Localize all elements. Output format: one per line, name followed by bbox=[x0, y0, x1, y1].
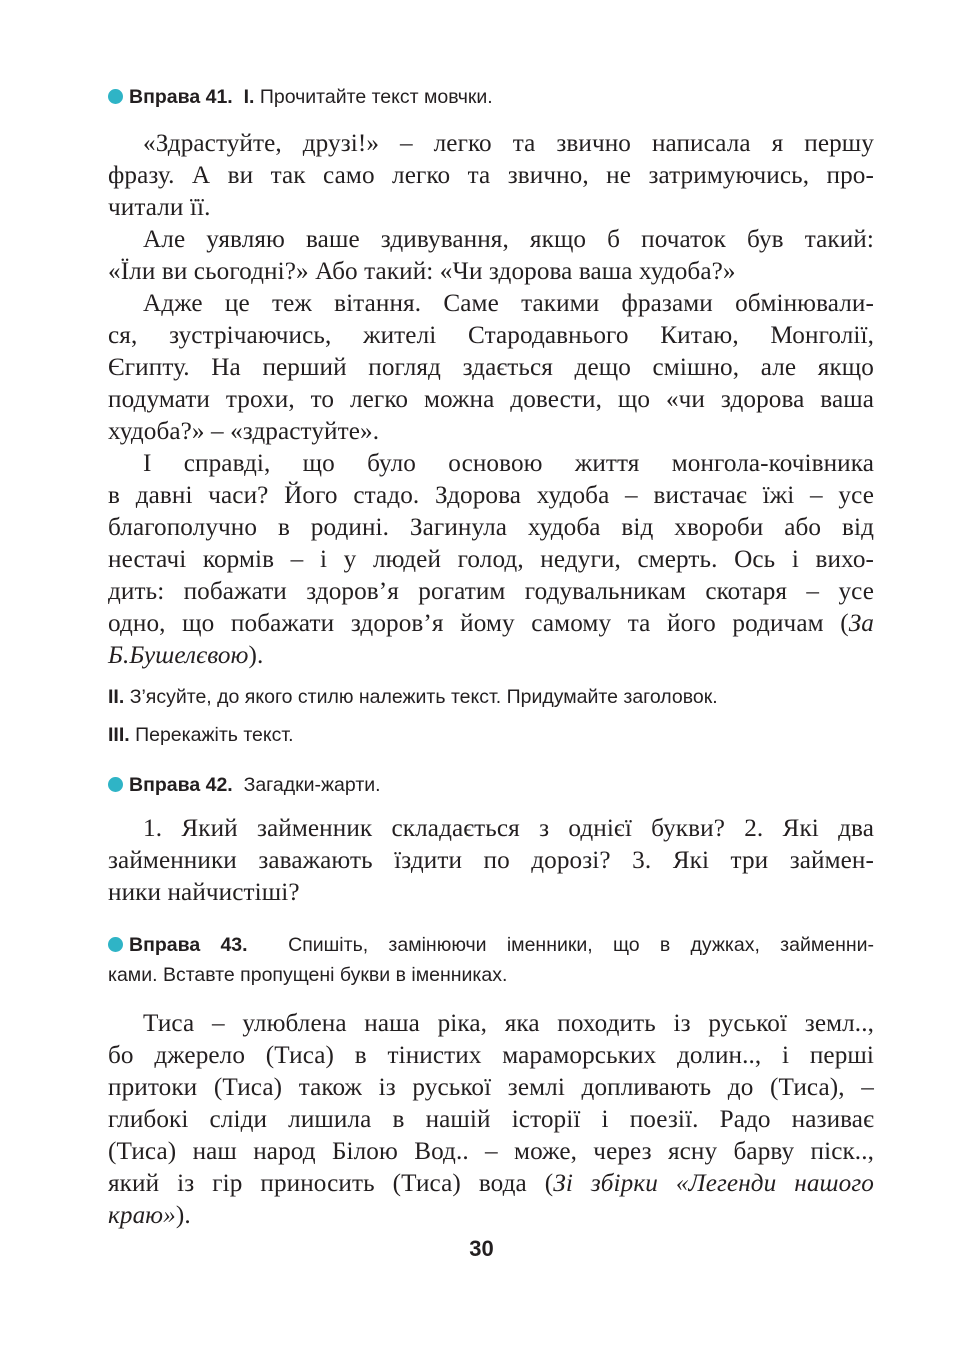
task-text: Прочитайте текст мовчки. bbox=[259, 86, 493, 108]
page-content bbox=[108, 78, 874, 1232]
exercise-43-text bbox=[108, 1008, 874, 1232]
text-line: подумати трохи, то легко можна довести, що «чи здорова ваша bbox=[108, 386, 874, 413]
text-line: «Їли ви сьогодні?» Або такий: «Чи здорова ваша худоба?» bbox=[108, 258, 736, 285]
bullet-icon bbox=[108, 937, 123, 952]
text-line: який із гір приносить (Тиса) вода ( bbox=[108, 1170, 554, 1197]
text-line: займенники заважають їздити по дорозі? 3. Які три займен- bbox=[108, 847, 874, 874]
task-text: Загадки-жарти. bbox=[243, 774, 381, 796]
page-number: 30 bbox=[469, 1236, 494, 1261]
text-line: худоба?» – «здрастуйте». bbox=[108, 418, 380, 445]
roman-numeral: III. bbox=[108, 724, 130, 746]
exercise-43-heading bbox=[108, 930, 874, 990]
text-line: ся, зустрічаючись, жителі Стародавнього Китаю, Монголії, bbox=[108, 322, 874, 349]
text-line: бо джерело (Тиса) в тінистих мараморських долин.., і перші bbox=[108, 1042, 874, 1069]
text-line: глибокі сліди лишила в нашій історії і поезії. Радо називає bbox=[108, 1106, 874, 1133]
text-line: ники найчистіші? bbox=[108, 879, 300, 906]
exercise-41-heading bbox=[108, 82, 874, 112]
exercise-label: Вправа 41. bbox=[129, 86, 233, 108]
exercise-42-text bbox=[108, 813, 874, 909]
text-line: 1. Який займенник складається з однієї букви? 2. Які два bbox=[143, 815, 874, 842]
text-line: «Здрастуйте, друзі!» – легко та звично написала я першу bbox=[143, 130, 874, 157]
source-citation: Зі збірки «Легенди нашого bbox=[553, 1170, 874, 1197]
task-text: ками. Вставте пропущені букви в іменниках. bbox=[108, 964, 508, 986]
exercise-41-task-2 bbox=[108, 682, 874, 712]
source-citation: Б.Бушелєвою bbox=[108, 642, 249, 669]
text-line: читали її. bbox=[108, 194, 211, 221]
task-text: З’ясуйте, до якого стилю належить текст. Придумайте заголовок. bbox=[129, 686, 718, 708]
text-line: в давні часи? Його стадо. Здорова худоба – вистачає їжі – усе bbox=[108, 482, 874, 509]
exercise-42-heading bbox=[108, 770, 874, 800]
text-line: дить: побажати здоров’я рогатим годувальникам скотаря – усе bbox=[108, 578, 874, 605]
text-line: Єгипту. На перший погляд здається дещо смішно, але якщо bbox=[108, 354, 874, 381]
exercise-41-text bbox=[108, 128, 874, 672]
text-line: (Тиса) наш народ Білою Вод.. – може, через ясну барву піск.., bbox=[108, 1138, 874, 1165]
exercise-label: Вправа 43. bbox=[129, 934, 248, 956]
exercise-label: Вправа 42. bbox=[129, 774, 233, 796]
task-text: Перекажіть текст. bbox=[135, 724, 294, 746]
text-line: І справді, що було основою життя монгола-кочівника bbox=[143, 450, 874, 477]
text-line: ). bbox=[248, 642, 264, 669]
bullet-icon bbox=[108, 89, 123, 104]
text-line: притоки (Тиса) також із руської землі допливають до (Тиса), – bbox=[108, 1074, 874, 1101]
text-line: Адже це теж вітання. Саме такими фразами обмінювали- bbox=[143, 290, 874, 317]
text-line: Тиса – улюблена наша ріка, яка походить із руської земл.., bbox=[143, 1010, 874, 1037]
task-text: Спишіть, замінюючи іменники, що в дужках, займенни- bbox=[288, 934, 875, 956]
text-line: фразу. А ви так само легко та звично, не затримуючись, про- bbox=[108, 162, 874, 189]
text-line: ). bbox=[175, 1202, 191, 1229]
roman-numeral: I. bbox=[243, 86, 255, 108]
text-line: одно, що побажати здоров’я йому самому та його родичам ( bbox=[108, 610, 849, 637]
text-line: Але уявляю ваше здивування, якщо б початок був такий: bbox=[143, 226, 874, 253]
text-line: нестачі кормів – і у людей голод, недуги, смерть. Ось і вихо- bbox=[108, 546, 874, 573]
source-citation: краю» bbox=[108, 1202, 176, 1229]
bullet-icon bbox=[108, 777, 123, 792]
exercise-41-task-3 bbox=[108, 720, 874, 750]
source-citation: За bbox=[848, 610, 874, 637]
roman-numeral: II. bbox=[108, 686, 125, 708]
text-line: благополучно в родині. Загинула худоба від хвороби або від bbox=[108, 514, 874, 541]
